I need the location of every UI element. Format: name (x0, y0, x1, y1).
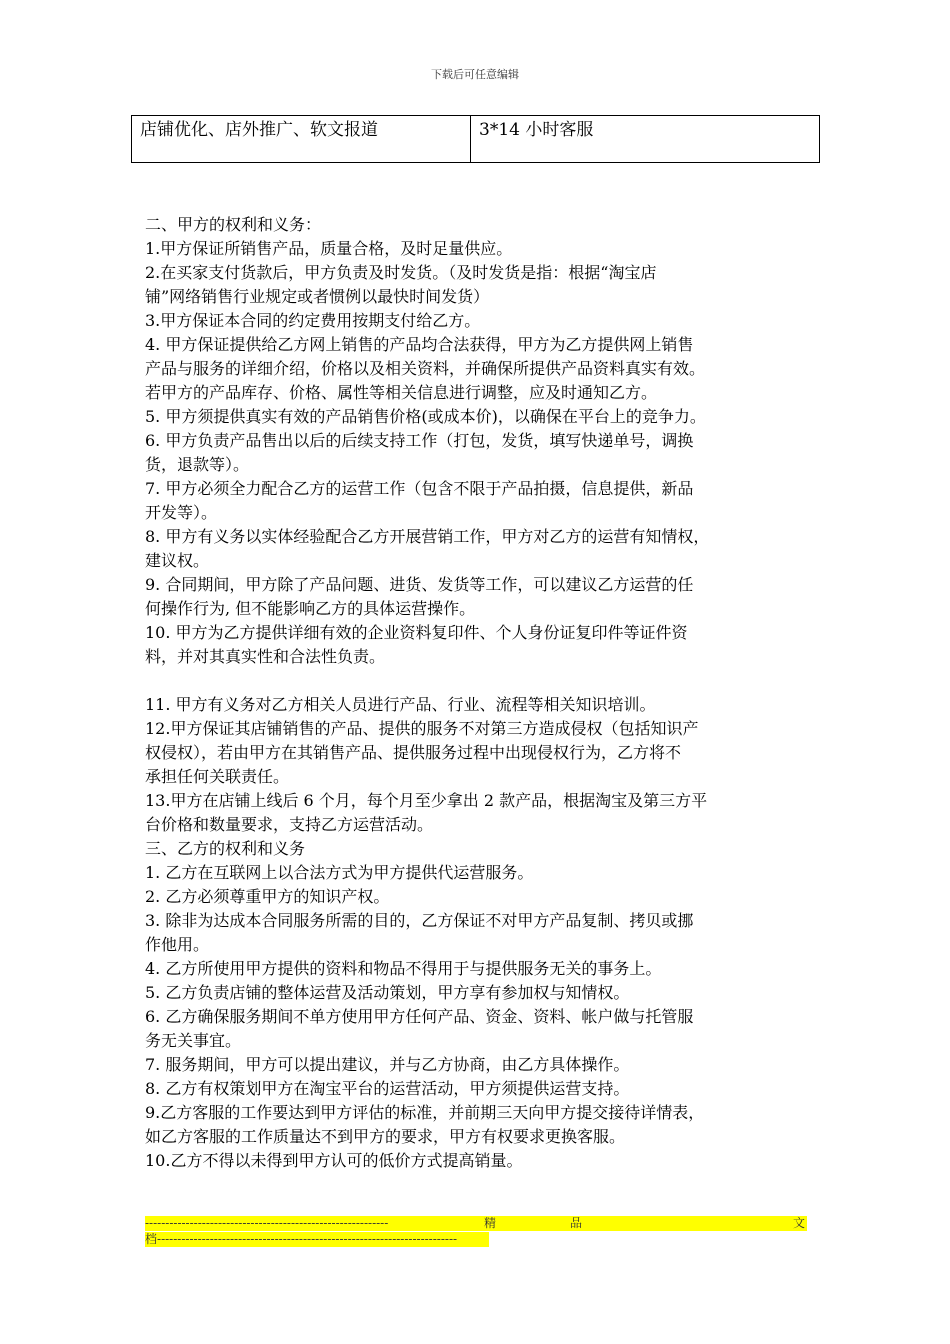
body-line: 7. 甲方必须全力配合乙方的运营工作（包含不限于产品拍摄，信息提供，新品 (145, 479, 694, 498)
body-line: 5. 甲方须提供真实有效的产品销售价格(或成本价)，以确保在平台上的竞争力。 (145, 407, 706, 426)
footer-banner-line-1 (145, 1216, 807, 1231)
body-line: 若甲方的产品库存、价格、属性等相关信息进行调整，应及时通知乙方。 (145, 383, 658, 402)
body-line (145, 669, 825, 693)
body-line: 开发等）。 (145, 503, 218, 522)
header-note: 下载后可任意编辑 (431, 68, 519, 81)
body-line: 9.乙方客服的工作要达到甲方评估的标准，并前期三天向甲方提交接待详情表， (145, 1103, 705, 1122)
body-line: 4. 乙方所使用甲方提供的资料和物品不得用于与提供服务无关的事务上。 (145, 959, 662, 978)
body-line: 务无关事宜。 (145, 1031, 242, 1050)
table-row (132, 116, 820, 163)
body-line: 8. 乙方有权策划甲方在淘宝平台的运营活动，甲方须提供运营支持。 (145, 1079, 630, 1098)
body-line: 2.在买家支付货款后，甲方负责及时发货。（及时发货是指：根据“淘宝店 (145, 263, 657, 282)
table-cell-services: 店铺优化、店外推广、软文报道 (132, 116, 471, 163)
body-line: 12.甲方保证其店铺销售的产品、提供的服务不对第三方造成侵权（包括知识产 (145, 719, 699, 738)
body-line: 10. 甲方为乙方提供详细有效的企业资料复印件、个人身份证复印件等证件资 (145, 623, 688, 642)
footer-char-dang: 档 (145, 1232, 158, 1246)
body-line: 如乙方客服的工作质量达不到甲方的要求，甲方有权要求更换客服。 (145, 1127, 626, 1146)
body-line: 6. 乙方确保服务期间不单方使用甲方任何产品、资金、资料、帐户做与托管服 (145, 1007, 694, 1026)
body-line: 3. 除非为达成本合同服务所需的目的，乙方保证不对甲方产品复制、拷贝或挪 (145, 911, 694, 930)
body-line: 7. 服务期间，甲方可以提出建议，并与乙方协商，由乙方具体操作。 (145, 1055, 630, 1074)
body-line: 3.甲方保证本合同的约定费用按期支付给乙方。 (145, 311, 481, 330)
body-line: 承担任何关联责任。 (145, 767, 290, 786)
contract-body (145, 213, 825, 1173)
service-table (131, 115, 820, 163)
body-line: 货，退款等）。 (145, 455, 250, 474)
footer-dashes: ------------------------------------------------------------ (145, 1216, 389, 1230)
footer-char-jing: 精 (484, 1216, 497, 1230)
footer-char-pin: 品 (570, 1216, 583, 1230)
body-line: 建议权。 (145, 551, 210, 570)
table-cell-customer-service: 3*14 小时客服 (471, 116, 820, 163)
body-line: 二、甲方的权利和义务： (145, 215, 322, 234)
body-line: 权侵权），若由甲方在其销售产品、提供服务过程中出现侵权行为，乙方将不 (145, 743, 682, 762)
body-line: 产品与服务的详细介绍，价格以及相关资料，并确保所提供产品资料真实有效。 (145, 359, 706, 378)
body-line: 作他用。 (145, 935, 210, 954)
footer-char-wen: 文 (793, 1216, 806, 1230)
body-line: 台价格和数量要求，支持乙方运营活动。 (145, 815, 434, 834)
body-line: 11. 甲方有义务对乙方相关人员进行产品、行业、流程等相关知识培训。 (145, 695, 656, 714)
body-line: 料，并对其真实性和合法性负责。 (145, 647, 386, 666)
body-line: 9. 合同期间，甲方除了产品问题、进货、发货等工作，可以建议乙方运营的任 (145, 575, 694, 594)
body-line: 6. 甲方负责产品售出以后的后续支持工作（打包，发货，填写快递单号，调换 (145, 431, 694, 450)
body-line: 4. 甲方保证提供给乙方网上销售的产品均合法获得，甲方为乙方提供网上销售 (145, 335, 694, 354)
body-line: 铺”网络销售行业规定或者惯例以最快时间发货） (145, 287, 490, 306)
body-line: 三、乙方的权利和义务 (145, 839, 306, 858)
body-line: 13.甲方在店铺上线后 6 个月，每个月至少拿出 2 款产品，根据淘宝及第三方平 (145, 791, 708, 810)
footer-banner-line-2 (145, 1232, 489, 1247)
body-line: 1.甲方保证所销售产品，质量合格，及时足量供应。 (145, 239, 513, 258)
body-line: 1. 乙方在互联网上以合法方式为甲方提供代运营服务。 (145, 863, 534, 882)
body-line: 5. 乙方负责店铺的整体运营及活动策划，甲方享有参加权与知情权。 (145, 983, 630, 1002)
footer-trailing-dashes: -------------------------------------------------------------------------- (157, 1232, 458, 1246)
body-line: 10.乙方不得以未得到甲方认可的低价方式提高销量。 (145, 1151, 523, 1170)
body-line: 8. 甲方有义务以实体经验配合乙方开展营销工作，甲方对乙方的运营有知情权， (145, 527, 710, 546)
body-line: 何操作行为, 但不能影响乙方的具体运营操作。 (145, 599, 476, 618)
body-line: 2. 乙方必须尊重甲方的知识产权。 (145, 887, 390, 906)
